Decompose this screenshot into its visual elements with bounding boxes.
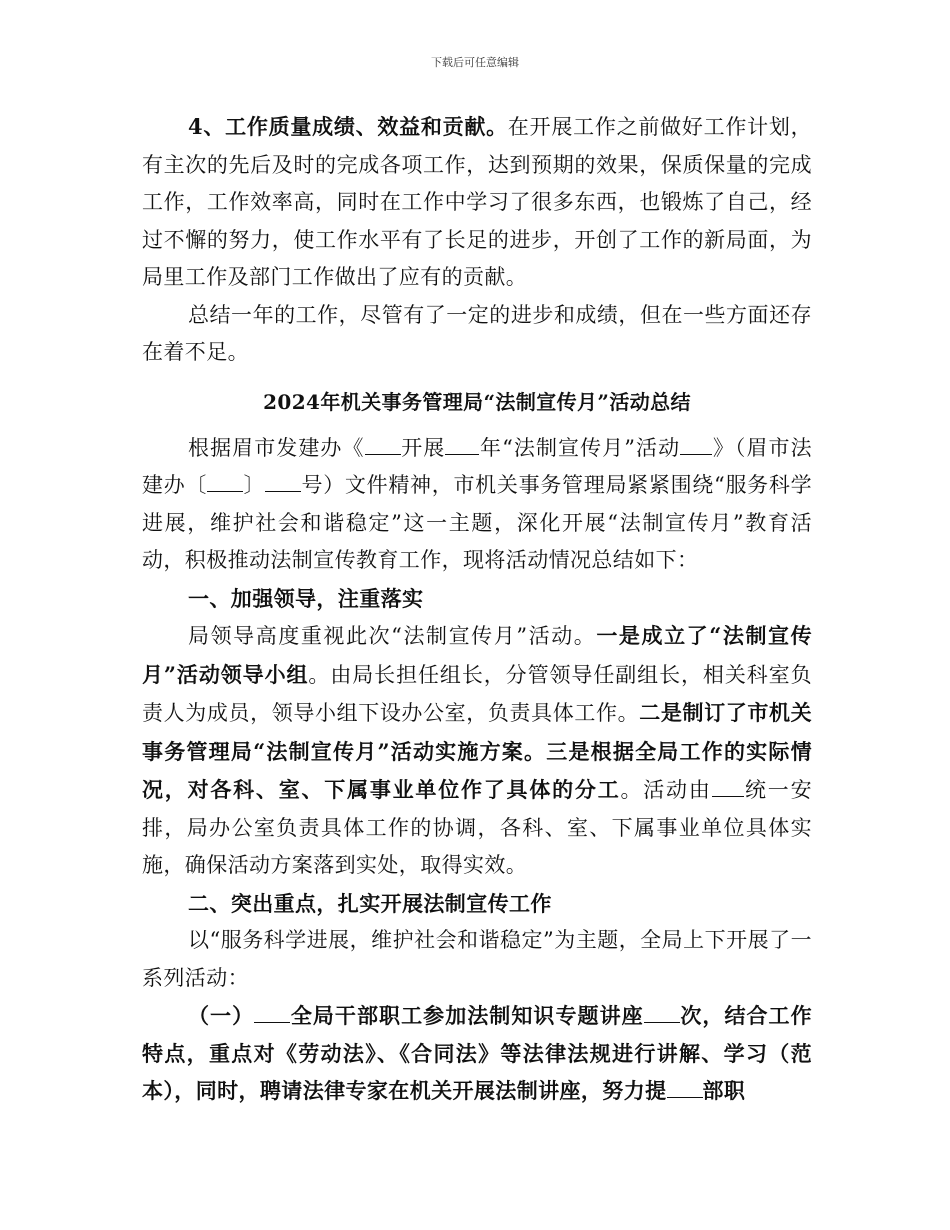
fill-blank (680, 433, 712, 455)
intro-text-2: 开展 (400, 435, 446, 460)
intro-text-4: 》（眉市法建办〔 (142, 435, 813, 497)
page-header: 下载后可任意编辑 (431, 56, 519, 69)
para1-bold-1: 一是成立了“法制宣传月”活动领导小组 (142, 623, 812, 687)
para3-text-3: 部职 (702, 1078, 746, 1103)
activities-paragraph: 以“服务科学进展，维护社会和谐稳定”为主题，全局上下开展了一系列活动： (142, 928, 812, 990)
section-4-body: 在开展工作之前做好工作计划，有主次的先后及时的完成各项工作，达到预期的效果，保质保量的完成工作，工作效率高，同时在工作中学习了很多东西，也锻炼了自己，经过不懈的努力，使工作水平有了长足的进步，开创了工作的新局面，为局里工作及部门工作做出了应有的贡献。 (142, 115, 812, 289)
intro-text-6: 号）文件精神，市机关事务管理局紧紧围绕“服务科学进展，维护社会和谐稳定”这一主题，深化开展“法制宣传月”教育活动，积极推动法制宣传教育工作，现将活动情况总结如下： (142, 473, 812, 572)
leadership-paragraph (142, 617, 812, 885)
fill-blank (712, 775, 744, 797)
intro-paragraph (142, 430, 812, 580)
para3-text-2: 次，结合工作特点，重点对《劳动法》、《合同法》等法律法规进行讲解、学习（范本），同时，聘请法律专家在机关开展法制讲座，努力提 (142, 1003, 813, 1103)
section-heading-2: 二、突出重点，扎实开展法制宣传工作 (188, 890, 552, 916)
document-title: 2024年机关事务管理局“法制宣传月”活动总结 (263, 389, 691, 414)
section-4-paragraph (142, 108, 812, 297)
intro-text-1: 根据眉市发建办《 (188, 435, 365, 460)
fill-blank (667, 1076, 703, 1098)
para1-text-2: 。由局长担任组长，分管领导任副组长，相关科室负责人为成员，领导小组下设办公室，负责具体工作。 (142, 662, 812, 725)
summary-paragraph: 总结一年的工作，尽管有了一定的进步和成绩，但在一些方面还存在着不足。 (142, 302, 812, 364)
lecture-paragraph (142, 997, 812, 1110)
fill-blank (254, 1001, 290, 1023)
para3-label: （一） (188, 1003, 255, 1028)
fill-blank (265, 470, 301, 492)
fill-blank (365, 433, 401, 455)
intro-text-3: 年“法制宣传月”活动 (479, 435, 681, 460)
fill-blank (445, 433, 479, 455)
section-4-lead: 4、工作质量成绩、效益和贡献。 (188, 114, 508, 139)
para1-text-1: 局领导高度重视此次“法制宣传月”活动。 (188, 624, 597, 648)
intro-text-5: 〕 (243, 473, 266, 497)
para3-text-1: 全局干部职工参加法制知识专题讲座 (290, 1003, 644, 1028)
document-body (142, 108, 812, 1110)
para1-bold-2: 二是制订了市机关事务管理局“法制宣传月”活动实施方案。三是根据全局工作的实际情况，对各科、室、下属事业单位作了具体的分工 (142, 700, 813, 802)
fill-blank (207, 470, 243, 492)
para1-text-3: 。活动由 (620, 778, 712, 802)
para1-text-4: 统一安排，局办公室负责具体工作的协调，各科、室、下属事业单位具体实施，确保活动方案落到实处，取得实效。 (142, 778, 812, 877)
section-heading-1: 一、加强领导，注重落实 (188, 585, 424, 611)
fill-blank (644, 1001, 680, 1023)
